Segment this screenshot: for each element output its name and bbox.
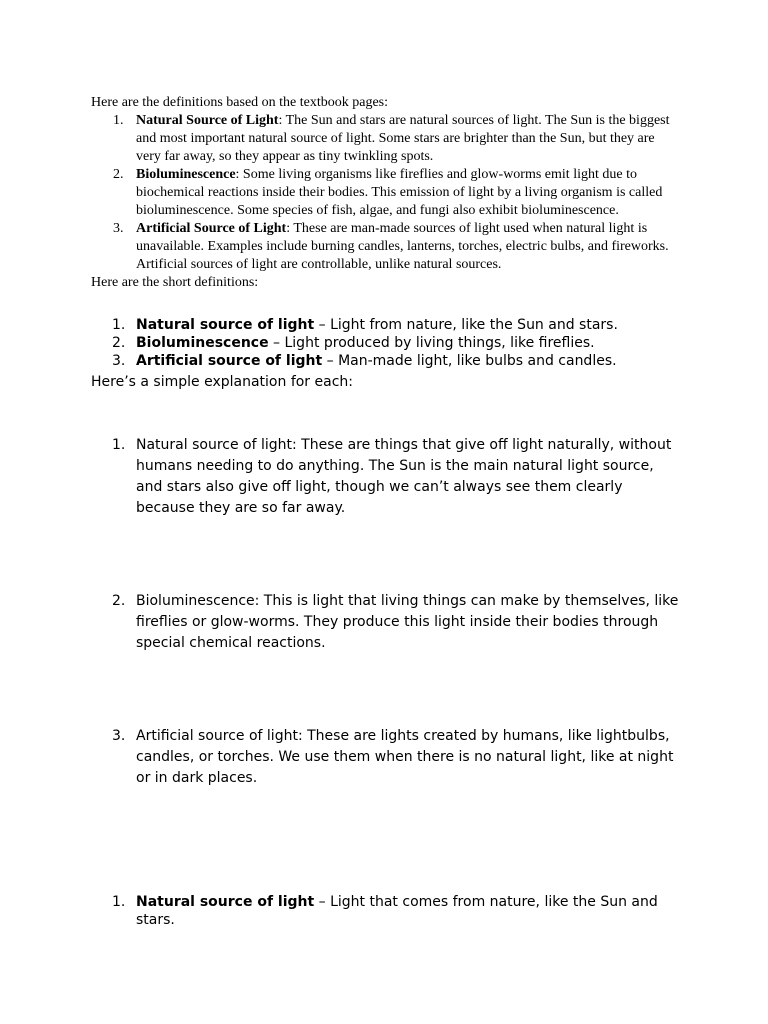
definition-term: Natural Source of Light: [136, 113, 279, 128]
explanation-text: Artificial source of light: These are lights created by humans, like lightbulbs, candles, or torches. We use them when there is no natural light, like at night or in dark places.: [136, 728, 674, 786]
definition-term: Bioluminescence: [136, 335, 269, 351]
list-item: [91, 112, 681, 166]
list-number: 1.: [113, 113, 124, 128]
explanation-text: Bioluminescence: This is light that living things can make by themselves, like fireflies or glow-worms. They produce this light inside their bodies through special chemical reactions.: [136, 593, 679, 651]
list-item: [91, 726, 681, 789]
definition-term: Artificial Source of Light: [136, 221, 287, 236]
list-number: 3.: [112, 353, 126, 369]
simple-explanation-item-3: [91, 726, 681, 789]
short-definitions-section: [91, 316, 681, 391]
list-item: [91, 316, 681, 334]
list-item: [91, 893, 681, 929]
list-item: [91, 334, 681, 352]
definition-term: Bioluminescence: [136, 167, 236, 182]
list-item: [91, 435, 681, 519]
list-number: 1.: [112, 894, 126, 910]
short-definitions-list: [91, 316, 681, 370]
list-item: [91, 166, 681, 220]
list-number: 1.: [112, 437, 126, 453]
list-number: 1.: [112, 317, 126, 333]
textbook-definitions-intro: Here are the definitions based on the textbook pages:: [91, 95, 389, 110]
definition-text: : Some living organisms like fireflies and glow-worms emit light due to biochemical reactions inside their bodies. This emission of light by a living organism is called bioluminescence. Some species of fish, algae, and fungi also exhibit bioluminescence.: [136, 167, 663, 218]
simple-explanation-item-2: [91, 591, 681, 654]
simple-explanation-intro: Here’s a simple explanation for each:: [91, 374, 353, 390]
definition-text: – Man-made light, like bulbs and candles.: [322, 353, 617, 369]
definition-term: Artificial source of light: [136, 353, 323, 369]
list-item: [91, 352, 681, 370]
explanation-text: Natural source of light: These are things that give off light naturally, without humans needing to do anything. The Sun is the main natural light source, and stars also give off light, though we can’t always see them clearly because they are so far away.: [136, 437, 672, 516]
definition-text: – Light produced by living things, like fireflies.: [268, 335, 595, 351]
definition-text: : The Sun and stars are natural sources of light. The Sun is the biggest and most important natural source of light. Some stars are brighter than the Sun, but they are very far away, so they appear as tiny twinkling spots.: [136, 113, 670, 164]
list-number: 2.: [112, 593, 126, 609]
list-number: 3.: [112, 728, 126, 744]
definition-text: – Light from nature, like the Sun and stars.: [314, 317, 618, 333]
final-definition-section: [91, 893, 681, 929]
list-number: 2.: [112, 335, 126, 351]
list-item: [91, 591, 681, 654]
definition-text: – Light that comes from nature, like the Sun and stars.: [136, 894, 658, 928]
short-definitions-intro: Here are the short definitions:: [91, 275, 259, 290]
list-number: 2.: [113, 167, 124, 182]
simple-explanation-item-1: [91, 435, 681, 519]
textbook-definitions-list: [91, 112, 681, 274]
list-item: [91, 220, 681, 274]
list-number: 3.: [113, 221, 124, 236]
definition-text: : These are man-made sources of light used when natural light is unavailable. Examples include burning candles, lanterns, torches, electric bulbs, and fireworks. Artificial sources of light are controllable, unlike natural sources.: [136, 221, 669, 272]
definition-term: Natural source of light: [136, 894, 315, 910]
definition-term: Natural source of light: [136, 317, 315, 333]
textbook-definitions-section: [91, 94, 681, 292]
